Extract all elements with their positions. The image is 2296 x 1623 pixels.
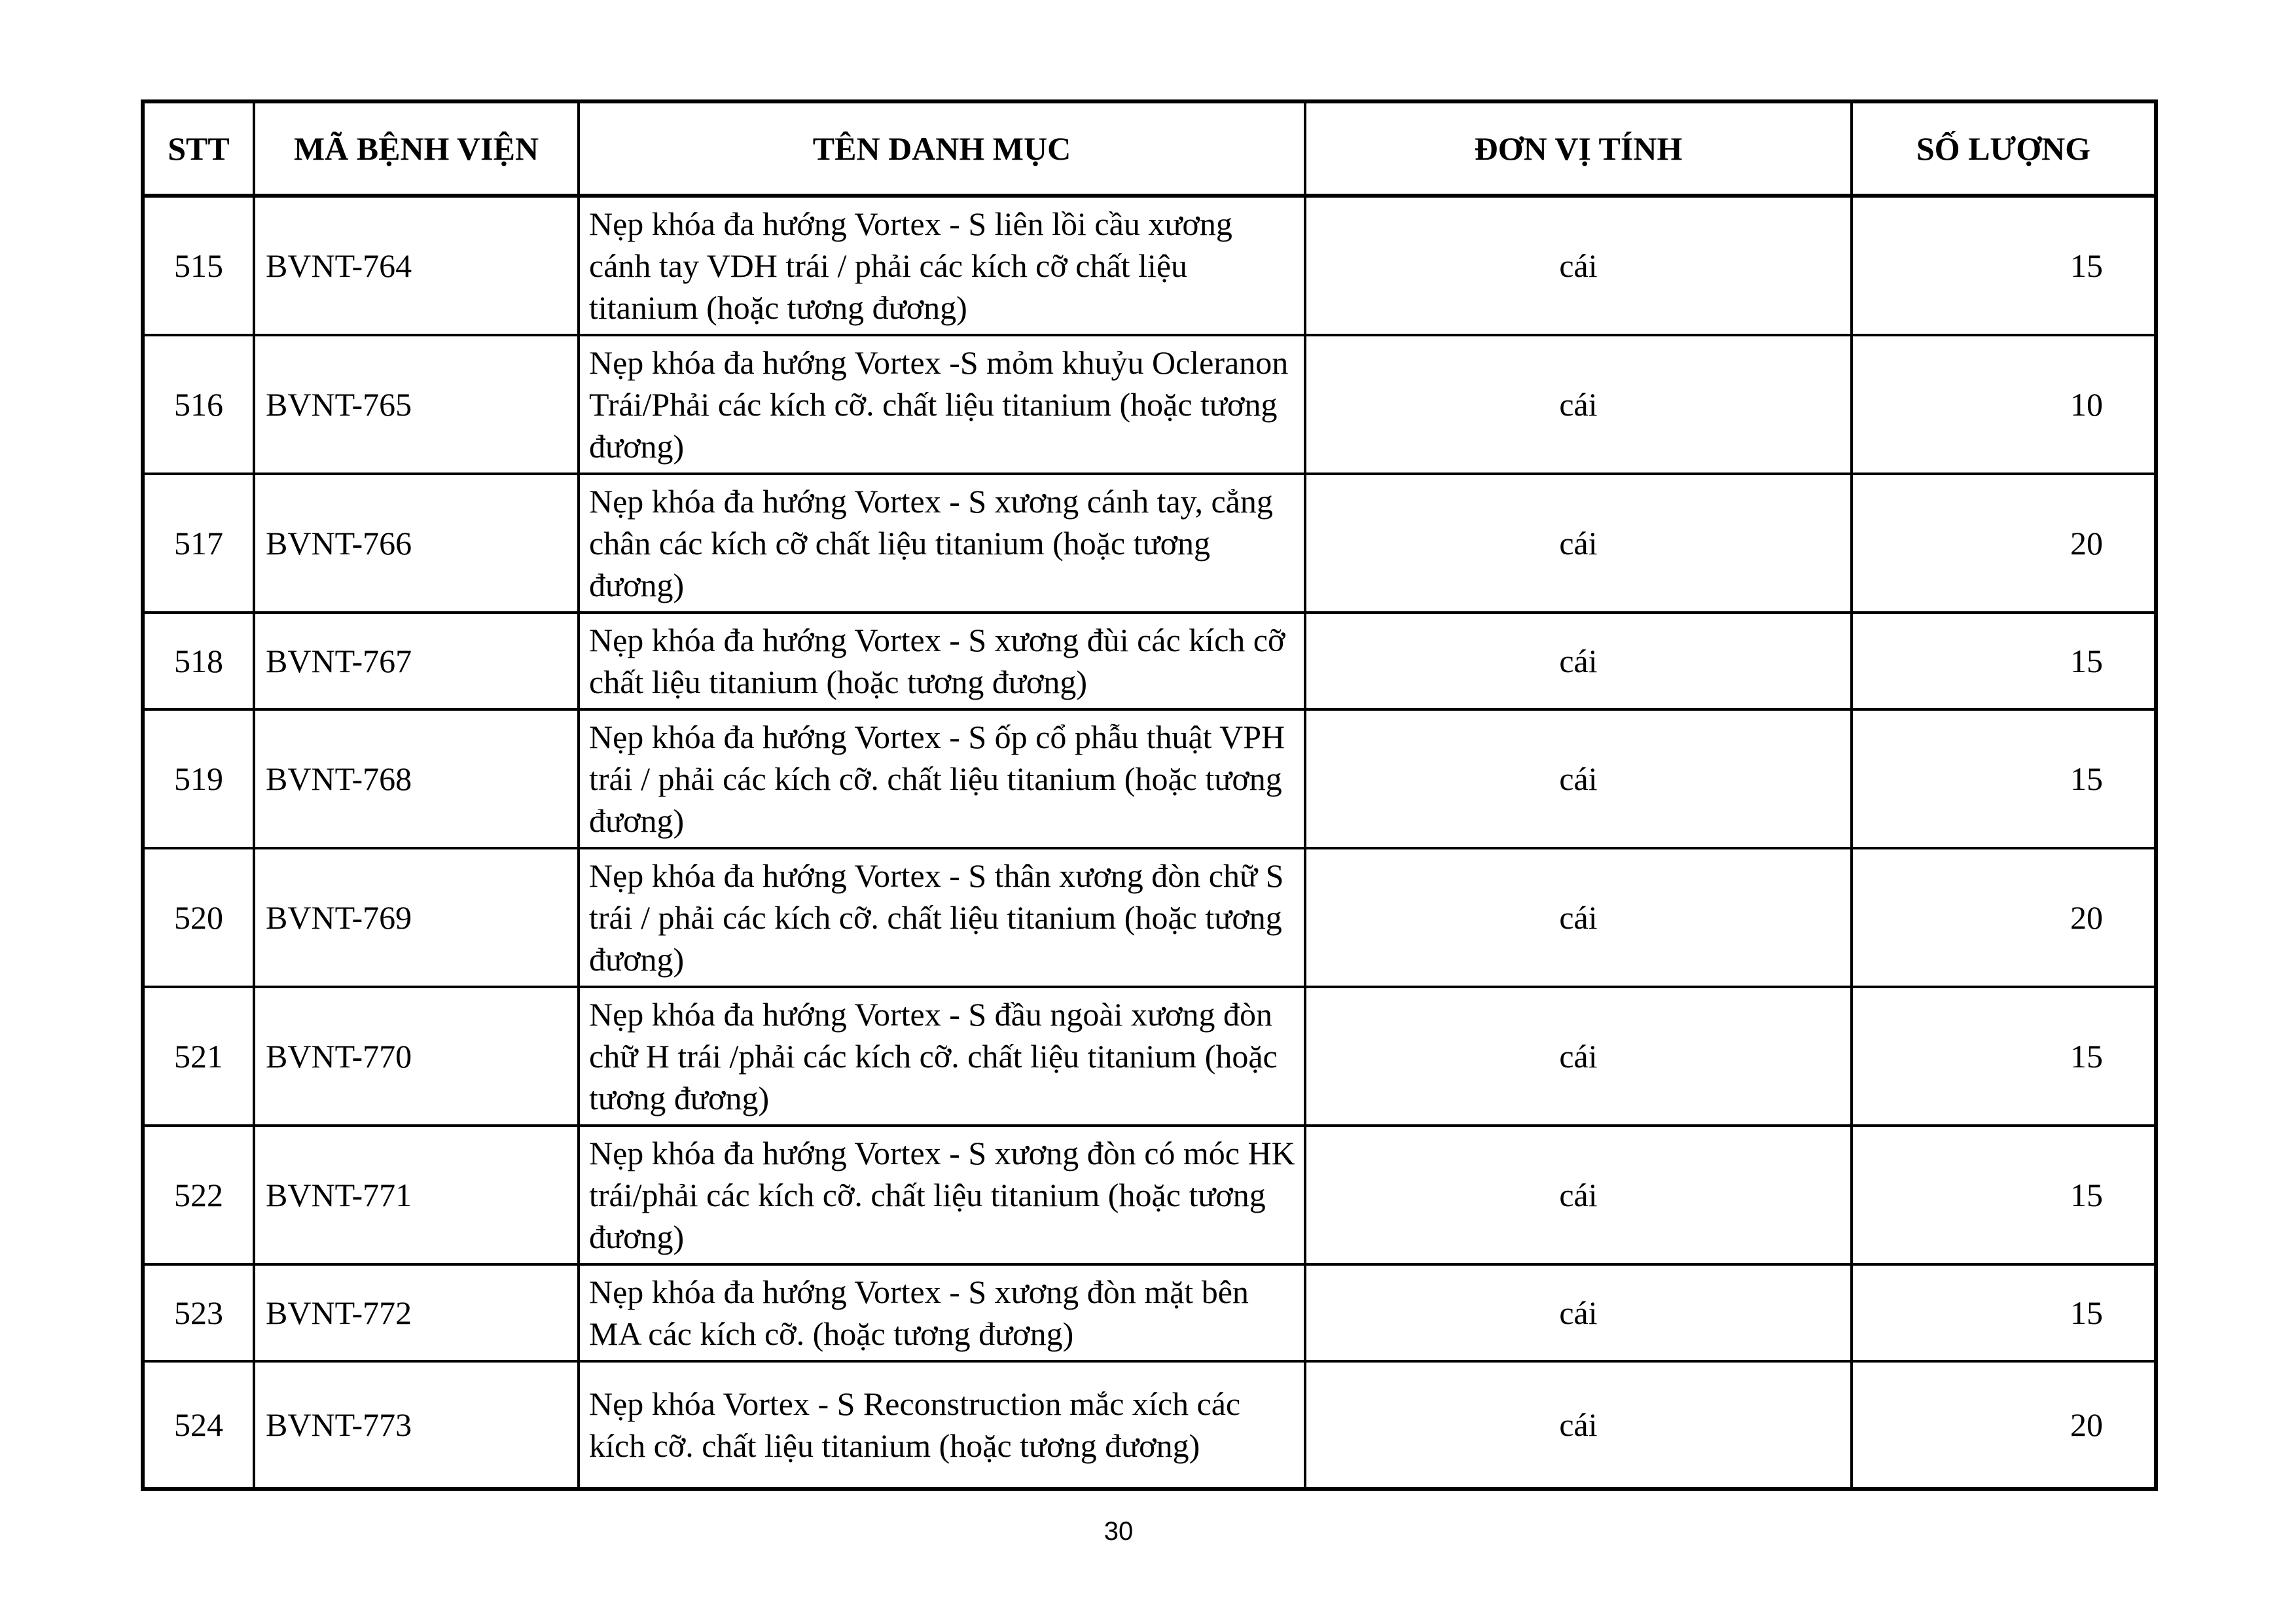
cell-name: Nẹp khóa đa hướng Vortex - S liên lồi cầu xương cánh tay VDH trái / phải các kích cỡ chất liệu titanium (hoặc tương đương) — [579, 196, 1305, 335]
cell-stt: 521 — [143, 987, 254, 1126]
cell-code: BVNT-766 — [254, 474, 579, 613]
column-header-unit: ĐƠN VỊ TÍNH — [1305, 101, 1852, 196]
items-table — [141, 99, 2158, 1491]
cell-unit: cái — [1305, 987, 1852, 1126]
cell-stt: 517 — [143, 474, 254, 613]
table-row — [143, 1126, 2156, 1264]
cell-unit: cái — [1305, 474, 1852, 613]
column-header-stt: STT — [143, 101, 254, 196]
cell-unit: cái — [1305, 848, 1852, 987]
cell-stt: 524 — [143, 1361, 254, 1489]
cell-unit: cái — [1305, 613, 1852, 709]
cell-unit: cái — [1305, 196, 1852, 335]
cell-code: BVNT-765 — [254, 335, 579, 474]
cell-qty: 20 — [1852, 474, 2156, 613]
table-header-row — [143, 101, 2156, 196]
cell-name: Nẹp khóa đa hướng Vortex - S ốp cổ phẫu thuật VPH trái / phải các kích cỡ. chất liệu titanium (hoặc tương đương) — [579, 709, 1305, 848]
table-row — [143, 474, 2156, 613]
cell-qty: 15 — [1852, 613, 2156, 709]
cell-unit: cái — [1305, 1264, 1852, 1361]
cell-qty: 15 — [1852, 987, 2156, 1126]
cell-qty: 10 — [1852, 335, 2156, 474]
cell-stt: 523 — [143, 1264, 254, 1361]
page-number: 30 — [1103, 1517, 1134, 1546]
table-body — [143, 196, 2156, 1489]
cell-unit: cái — [1305, 709, 1852, 848]
cell-code: BVNT-764 — [254, 196, 579, 335]
cell-code: BVNT-769 — [254, 848, 579, 987]
table-row — [143, 1264, 2156, 1361]
cell-stt: 519 — [143, 709, 254, 848]
cell-unit: cái — [1305, 1361, 1852, 1489]
cell-code: BVNT-772 — [254, 1264, 579, 1361]
cell-stt: 522 — [143, 1126, 254, 1264]
table-row — [143, 196, 2156, 335]
cell-qty: 20 — [1852, 1361, 2156, 1489]
cell-stt: 520 — [143, 848, 254, 987]
cell-unit: cái — [1305, 335, 1852, 474]
cell-code: BVNT-767 — [254, 613, 579, 709]
table-row — [143, 1361, 2156, 1489]
column-header-code: MÃ BỆNH VIỆN — [254, 101, 579, 196]
cell-stt: 516 — [143, 335, 254, 474]
cell-name: Nẹp khóa Vortex - S Reconstruction mắc xích các kích cỡ. chất liệu titanium (hoặc tương đương) — [579, 1361, 1305, 1489]
cell-qty: 15 — [1852, 196, 2156, 335]
cell-unit: cái — [1305, 1126, 1852, 1264]
cell-qty: 15 — [1852, 709, 2156, 848]
table-row — [143, 709, 2156, 848]
cell-code: BVNT-773 — [254, 1361, 579, 1489]
cell-qty: 20 — [1852, 848, 2156, 987]
cell-name: Nẹp khóa đa hướng Vortex - S đầu ngoài xương đòn chữ H trái /phải các kích cỡ. chất liệu titanium (hoặc tương đương) — [579, 987, 1305, 1126]
cell-code: BVNT-770 — [254, 987, 579, 1126]
column-header-name: TÊN DANH MỤC — [579, 101, 1305, 196]
table-row — [143, 335, 2156, 474]
cell-name: Nẹp khóa đa hướng Vortex - S xương đùi các kích cỡ chất liệu titanium (hoặc tương đương) — [579, 613, 1305, 709]
table-row — [143, 848, 2156, 987]
table-row — [143, 987, 2156, 1126]
table-row — [143, 613, 2156, 709]
cell-name: Nẹp khóa đa hướng Vortex - S xương cánh tay, cẳng chân các kích cỡ chất liệu titanium (hoặc tương đương) — [579, 474, 1305, 613]
cell-stt: 518 — [143, 613, 254, 709]
cell-code: BVNT-768 — [254, 709, 579, 848]
cell-stt: 515 — [143, 196, 254, 335]
cell-qty: 15 — [1852, 1126, 2156, 1264]
cell-qty: 15 — [1852, 1264, 2156, 1361]
column-header-qty: SỐ LƯỢNG — [1852, 101, 2156, 196]
cell-name: Nẹp khóa đa hướng Vortex - S xương đòn mặt bên MA các kích cỡ. (hoặc tương đương) — [579, 1264, 1305, 1361]
cell-name: Nẹp khóa đa hướng Vortex - S xương đòn có móc HK trái/phải các kích cỡ. chất liệu titanium (hoặc tương đương) — [579, 1126, 1305, 1264]
cell-name: Nẹp khóa đa hướng Vortex - S thân xương đòn chữ S trái / phải các kích cỡ. chất liệu titanium (hoặc tương đương) — [579, 848, 1305, 987]
cell-code: BVNT-771 — [254, 1126, 579, 1264]
cell-name: Nẹp khóa đa hướng Vortex -S mỏm khuỷu Ocleranon Trái/Phải các kích cỡ. chất liệu titanium (hoặc tương đương) — [579, 335, 1305, 474]
